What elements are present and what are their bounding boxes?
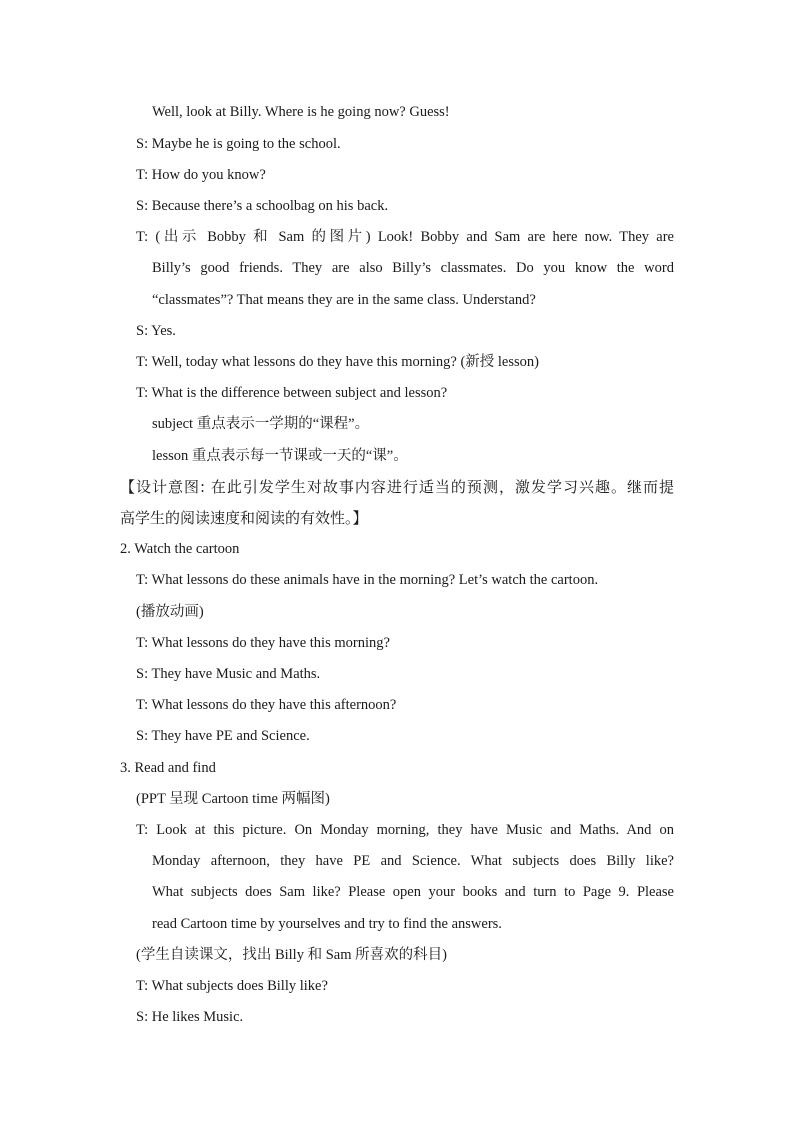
text-line: lesson 重点表示每一节课或一天的“课”。: [152, 448, 408, 464]
text-line: T: What is the difference between subject and lesson?: [136, 385, 448, 401]
text-line: subject 重点表示一学期的“课程”。: [152, 416, 370, 432]
text-line: S: Yes.: [136, 323, 176, 339]
section-heading: 2. Watch the cartoon: [120, 541, 240, 557]
text-line: Monday afternoon, they have PE and Science. What subjects does Billy like?: [152, 853, 674, 869]
text-line: T: What lessons do they have this morning?: [136, 635, 390, 651]
text-line: “classmates”? That means they are in the same class. Understand?: [152, 292, 536, 308]
design-intent-note: 高学生的阅读速度和阅读的有效性。】: [120, 509, 368, 527]
text-line: T: Look at this picture. On Monday morning, they have Music and Maths. And on: [136, 822, 674, 838]
text-line: S: They have PE and Science.: [136, 728, 310, 744]
text-line: Well, look at Billy. Where is he going now? Guess!: [152, 104, 450, 120]
text-line: S: They have Music and Maths.: [136, 666, 321, 682]
section-heading: 3. Read and find: [120, 760, 216, 776]
design-intent-note: 【设计意图: 在此引发学生对故事内容进行适当的预测，激发学习兴趣。继而提: [120, 478, 674, 496]
text-line: T: Well, today what lessons do they have this morning? (新授 lesson): [136, 354, 539, 370]
text-line: T: What subjects does Billy like?: [136, 978, 328, 994]
text-line: S: Maybe he is going to the school.: [136, 136, 341, 152]
text-line: (学生自读课文，找出 Billy 和 Sam 所喜欢的科目): [136, 947, 447, 963]
text-line: T: What lessons do they have this afternoon?: [136, 697, 397, 713]
text-line: S: He likes Music.: [136, 1009, 244, 1025]
text-line: T: How do you know?: [136, 167, 266, 183]
text-line: (播放动画): [136, 604, 204, 620]
text-line: What subjects does Sam like? Please open your books and turn to Page 9. Please: [152, 884, 674, 900]
text-line: (PPT 呈现 Cartoon time 两幅图): [136, 791, 330, 807]
text-line: T: (出示 Bobby 和 Sam 的图片) Look! Bobby and Sam are here now. They are: [136, 229, 674, 245]
text-line: Billy’s good friends. They are also Billy’s classmates. Do you know the word: [152, 260, 674, 276]
text-line: T: What lessons do these animals have in the morning? Let’s watch the cartoon.: [136, 572, 599, 588]
text-line: S: Because there’s a schoolbag on his back.: [136, 198, 389, 214]
text-line: read Cartoon time by yourselves and try to find the answers.: [152, 916, 502, 932]
